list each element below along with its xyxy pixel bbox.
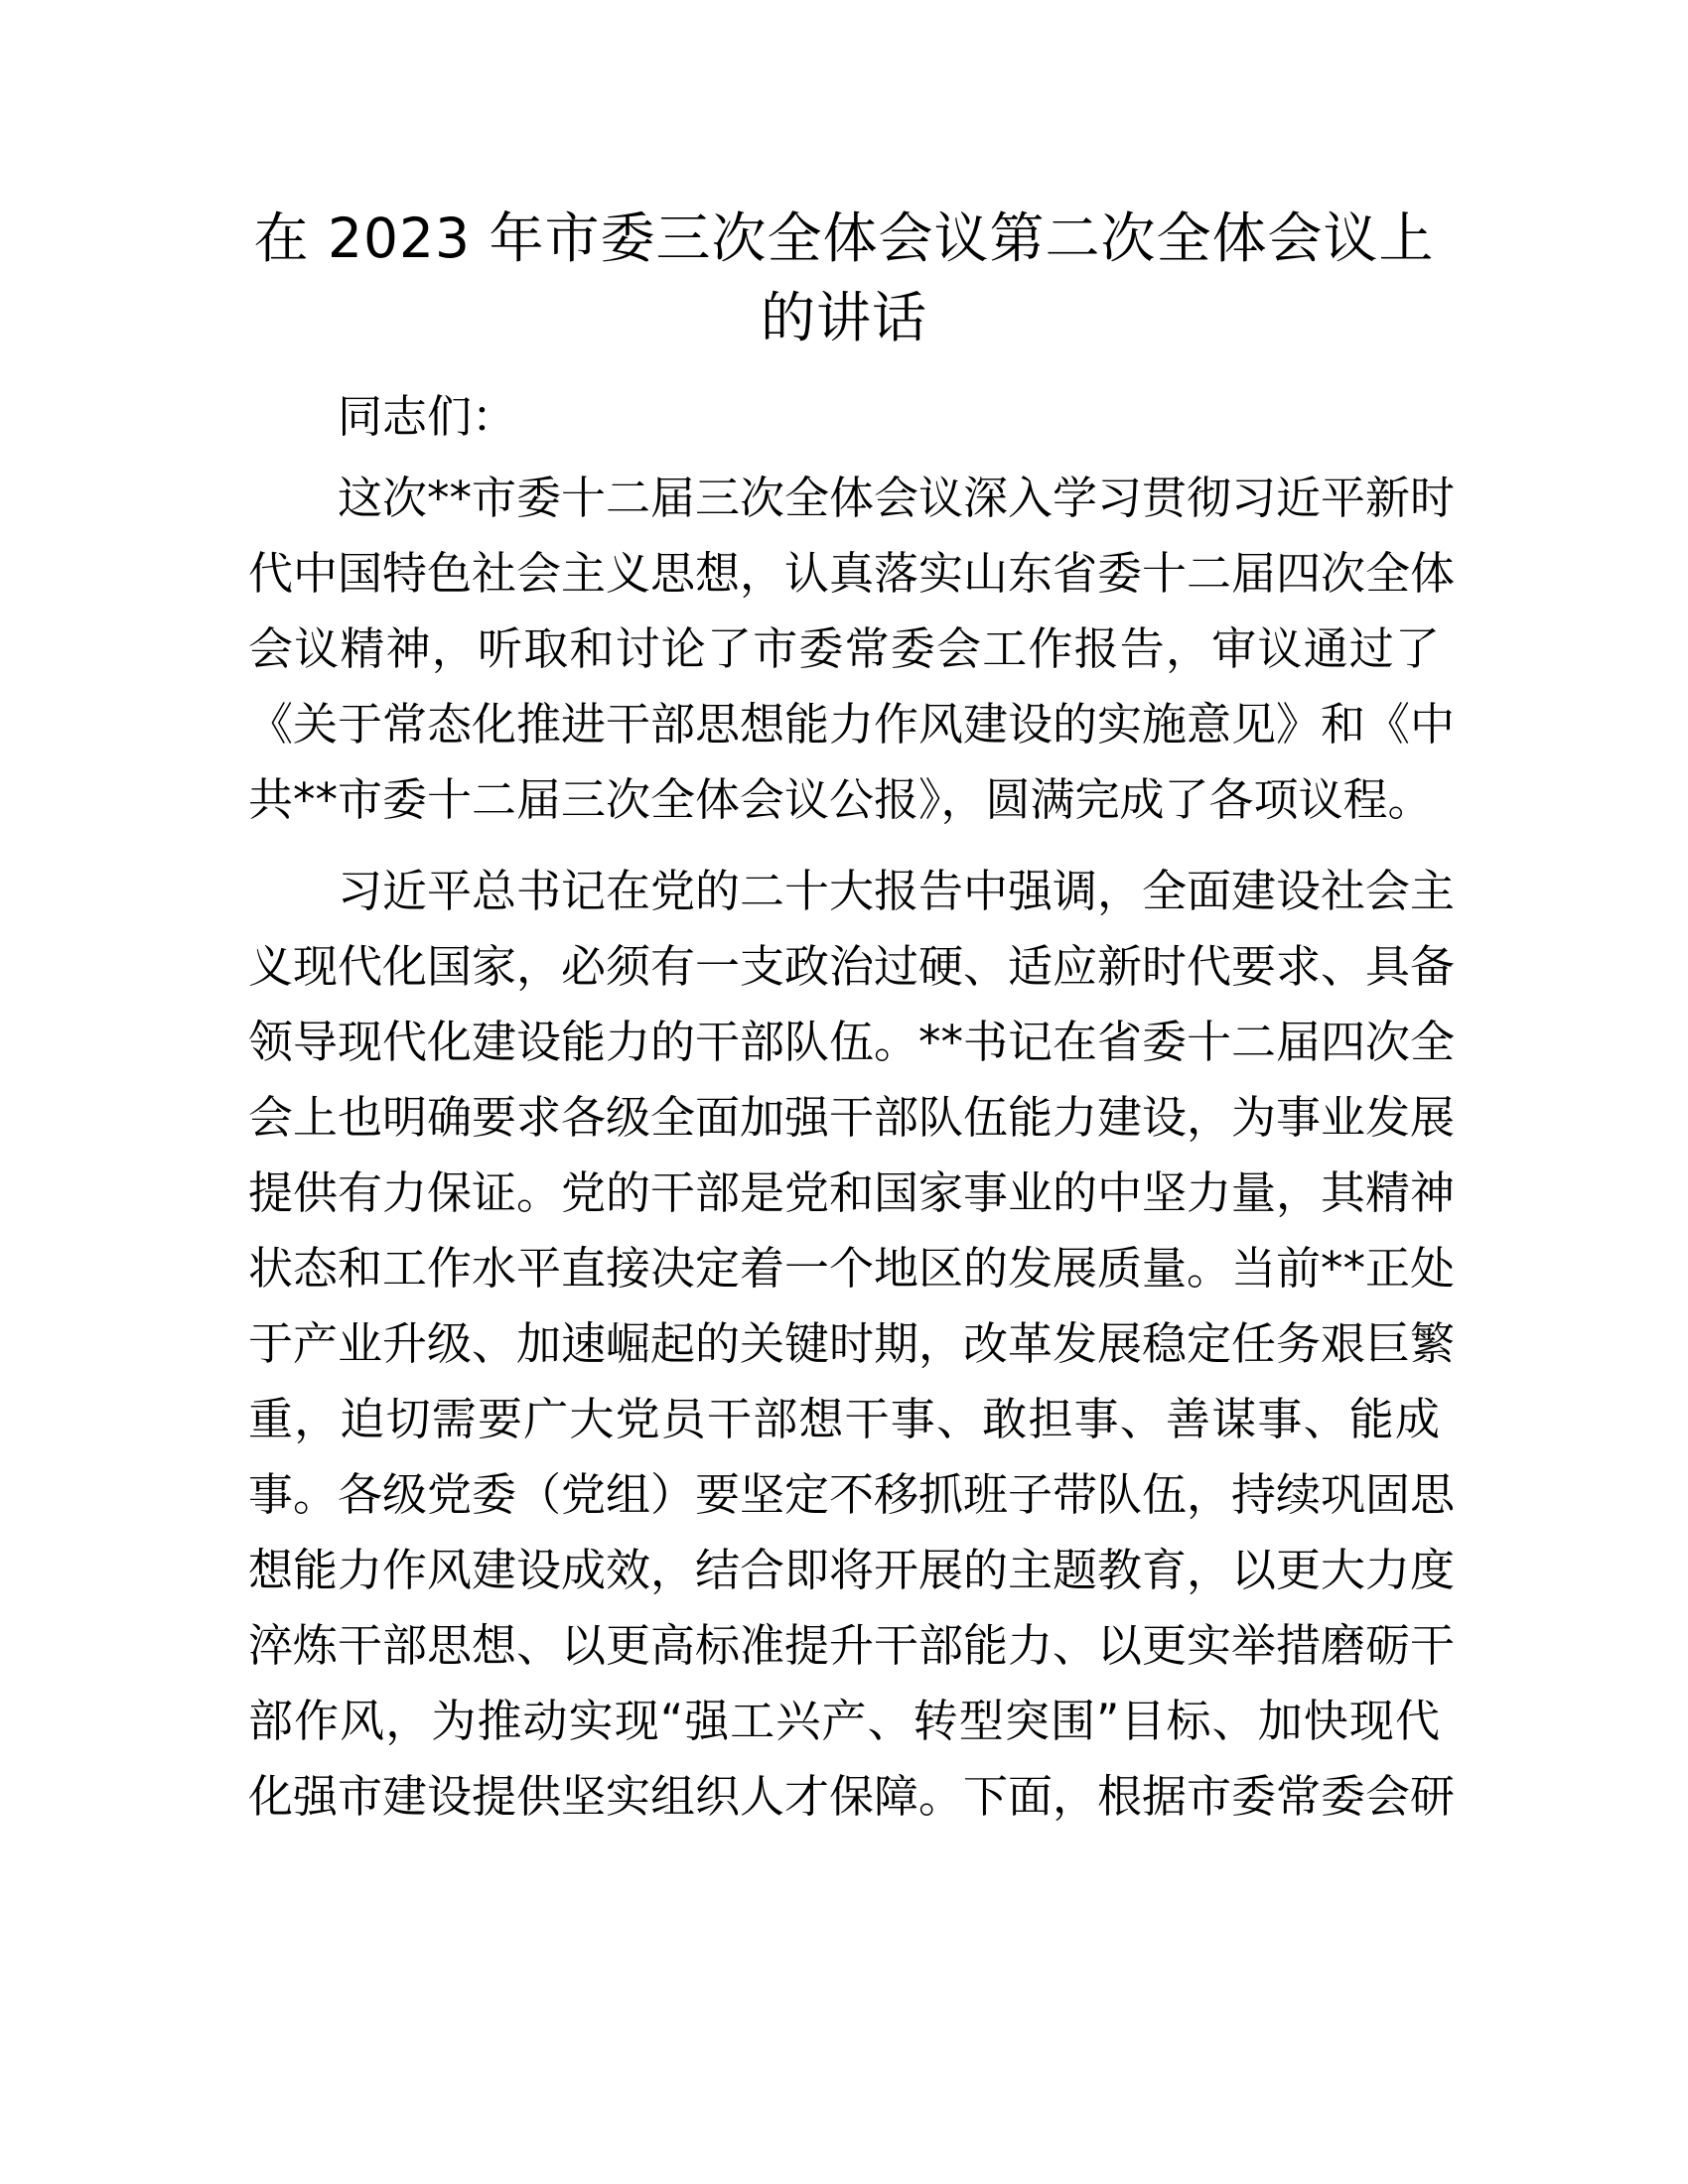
paragraph-line: 习近平总书记在党的二十大报告中强调，全面建设社会主 <box>338 865 1456 917</box>
paragraph-line: 化强市建设提供坚实组织人才保障。下面，根据市委常委会研 <box>248 1770 1456 1823</box>
paragraph-line: 部作风，为推动实现“强工兴产、转型突围”目标、加快现代 <box>248 1695 1440 1747</box>
paragraph-line: 共**市委十二届三次全体会议公报》，圆满完成了各项议程。 <box>248 773 1433 826</box>
paragraph-line: 状态和工作水平直接决定着一个地区的发展质量。当前**正处 <box>248 1242 1456 1295</box>
paragraph-line: 义现代化国家，必须有一支政治过硬、适应新时代要求、具备 <box>248 940 1456 993</box>
paragraph-line: 想能力作风建设成效，结合即将开展的主题教育，以更大力度 <box>248 1544 1456 1596</box>
paragraph-line: 《关于常态化推进干部思想能力作风建设的实施意见》和《中 <box>248 698 1456 751</box>
paragraph-line: 会议精神，听取和讨论了市委常委会工作报告，审议通过了 <box>248 622 1440 675</box>
paragraph-line: 于产业升级、加速崛起的关键时期，改革发展稳定任务艰巨繁 <box>248 1317 1456 1370</box>
paragraph-line: 事。各级党委（党组）要坚定不移抓班子带队伍，持续巩固思 <box>248 1468 1456 1521</box>
salutation: 同志们： <box>338 390 517 443</box>
paragraph-line: 领导现代化建设能力的干部队伍。**书记在省委十二届四次全 <box>248 1016 1456 1068</box>
paragraph-line: 提供有力保证。党的干部是党和国家事业的中坚力量，其精神 <box>248 1166 1456 1219</box>
paragraph-line: 代中国特色社会主义思想，认真落实山东省委十二届四次全体 <box>248 547 1456 600</box>
paragraph-line: 淬炼干部思想、以更高标准提升干部能力、以更实举措磨砺干 <box>248 1619 1456 1672</box>
document-title-line-1: 在 2023 年市委三次全体会议第二次全体会议上 <box>253 206 1435 270</box>
document-title-line-2: 的讲话 <box>760 286 927 349</box>
paragraph-line: 会上也明确要求各级全面加强干部队伍能力建设，为事业发展 <box>248 1091 1456 1144</box>
paragraph-line: 重，迫切需要广大党员干部想干事、敢担事、善谋事、能成 <box>248 1393 1440 1445</box>
paragraph-line: 这次**市委十二届三次全体会议深入学习贯彻习近平新时 <box>338 472 1456 524</box>
